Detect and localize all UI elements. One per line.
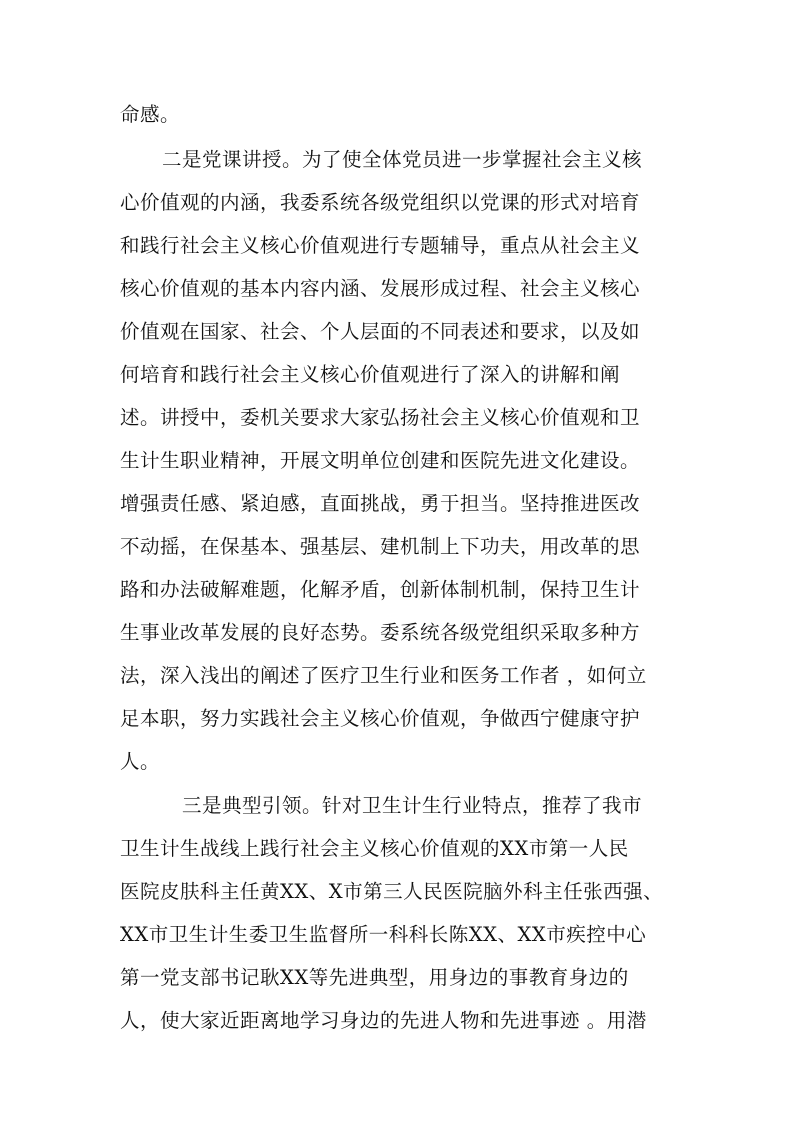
- text-line: 法，深入浅出的阐述了医疗卫生行业和医务工作者 ，如何立: [120, 664, 647, 687]
- text-line: 述。讲授中，委机关要求大家弘扬社会主义核心价值观和卫: [120, 406, 641, 429]
- text-line: 人。: [120, 750, 161, 773]
- text-line: 核心价值观的基本内容内涵、发展形成过程、社会主义核心: [120, 277, 641, 300]
- text-line: 足本职，努力实践社会主义核心价值观，争做西宁健康守护: [120, 707, 641, 730]
- text-line: 何培育和践行社会主义核心价值观进行了深入的讲解和阐: [120, 363, 621, 386]
- text-line: 命感。: [120, 103, 181, 126]
- text-line: 心价值观的内涵，我委系统各级党组织以党课的形式对培育: [120, 191, 641, 214]
- text-line: 和践行社会主义核心价值观进行专题辅导，重点从社会主义: [120, 234, 641, 257]
- text-line: 不动摇，在保基本、强基层、建机制上下功夫，用改革的思: [120, 535, 641, 558]
- text-line: 生事业改革发展的良好态势。委系统各级党组织采取多种方: [120, 621, 641, 644]
- paragraph-heading-line: 二是党课讲授。为了使全体党员进一步掌握社会主义核: [162, 148, 643, 171]
- text-line: 第一党支部书记耿XX等先进典型，用身边的事教育身边的: [120, 966, 629, 989]
- text-line: 价值观在国家、社会、个人层面的不同表述和要求，以及如: [120, 320, 641, 343]
- text-line: 人，使大家近距离地学习身边的先进人物和先进事迹 。用潜: [120, 1009, 647, 1032]
- text-line: 医院皮肤科主任黄XX、X市第三人民医院脑外科主任张西强、: [120, 880, 664, 903]
- text-line: 生计生职业精神，开展文明单位创建和医院先进文化建设。: [120, 449, 641, 472]
- text-line: 增强责任感、紧迫感，直面挑战，勇于担当。坚持推进医改: [120, 492, 641, 515]
- text-line: 路和办法破解难题，化解矛盾，创新体制机制，保持卫生计: [120, 578, 641, 601]
- paragraph-heading-line: 三是典型引领。针对卫生计生行业特点，推荐了我市: [182, 794, 643, 817]
- text-line: XX市卫生计生委卫生监督所一科科长陈XX、XX市疾控中心: [120, 923, 647, 946]
- text-line: 卫生计生战线上践行社会主义核心价值观的XX市第一人民: [120, 837, 629, 860]
